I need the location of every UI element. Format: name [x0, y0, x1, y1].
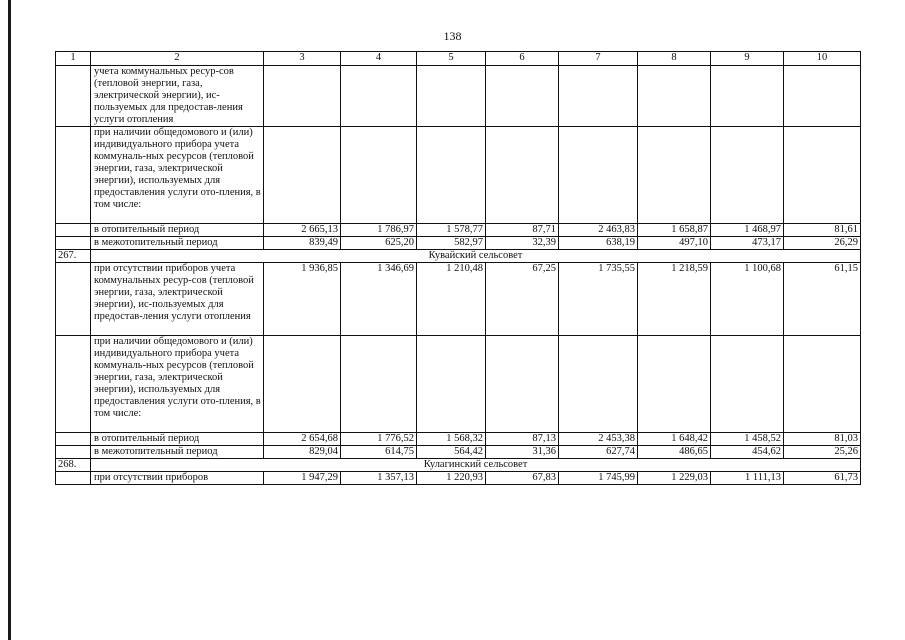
- value-cell: 638,19: [559, 237, 638, 250]
- value-cell: [638, 336, 711, 433]
- description-cell: при наличии общедомового и (или) индивидуального прибора учета коммуналь-ных ресурсов (тепловой энергии, газа, электрической энергии), используемых для предоставления услуги ото-пления, в том числе:: [91, 336, 264, 433]
- value-cell: 1 218,59: [638, 263, 711, 336]
- description-cell: при наличии общедомового и (или) индивидуального прибора учета коммуналь-ных ресурсов (тепловой энергии, газа, электрической энергии), используемых для предоставления услуги ото-пления, в том числе:: [91, 127, 264, 224]
- value-cell: 1 210,48: [417, 263, 486, 336]
- description-cell: при отсутствии приборов учета коммунальных ресур-сов (тепловой энергии, газа, электрической энергии), ис-пользуемых для предостав-ления услуги отопления: [91, 263, 264, 336]
- value-cell: [486, 66, 559, 127]
- table-row: [56, 472, 861, 485]
- table-body: [56, 52, 861, 485]
- row-number-cell: [56, 224, 91, 237]
- value-cell: [638, 66, 711, 127]
- table-row: [56, 263, 861, 336]
- section-name-cell: Кувайский сельсовет: [91, 250, 861, 263]
- value-cell: 26,29: [784, 237, 861, 250]
- description-cell: учета коммунальных ресур-сов (тепловой энергии, газа, электрической энергии), ис-пользуемых для предостав-ления услуги отопления: [91, 66, 264, 127]
- header-cell: 10: [784, 52, 861, 66]
- value-cell: [264, 336, 341, 433]
- header-row: [56, 52, 861, 66]
- section-row: [56, 459, 861, 472]
- value-cell: 1 468,97: [711, 224, 784, 237]
- value-cell: 1 936,85: [264, 263, 341, 336]
- description-cell: в отопительный период: [91, 433, 264, 446]
- row-number-cell: [56, 336, 91, 433]
- value-cell: 1 220,93: [417, 472, 486, 485]
- value-cell: [341, 127, 417, 224]
- value-cell: [417, 336, 486, 433]
- value-cell: 31,36: [486, 446, 559, 459]
- table-row: [56, 224, 861, 237]
- value-cell: 1 947,29: [264, 472, 341, 485]
- table-row: [56, 336, 861, 433]
- value-cell: 625,20: [341, 237, 417, 250]
- value-cell: 61,73: [784, 472, 861, 485]
- row-number-cell: 268.: [56, 459, 91, 472]
- row-number-cell: [56, 433, 91, 446]
- value-cell: 1 458,52: [711, 433, 784, 446]
- value-cell: 2 463,83: [559, 224, 638, 237]
- value-cell: 2 665,13: [264, 224, 341, 237]
- value-cell: 1 100,68: [711, 263, 784, 336]
- header-cell: 2: [91, 52, 264, 66]
- value-cell: 582,97: [417, 237, 486, 250]
- value-cell: 1 346,69: [341, 263, 417, 336]
- value-cell: 1 357,13: [341, 472, 417, 485]
- value-cell: 486,65: [638, 446, 711, 459]
- value-cell: 1 776,52: [341, 433, 417, 446]
- section-name-cell: Кулагинский сельсовет: [91, 459, 861, 472]
- value-cell: 81,61: [784, 224, 861, 237]
- header-cell: 7: [559, 52, 638, 66]
- page-number: 138: [443, 29, 462, 43]
- description-cell: в межотопительный период: [91, 446, 264, 459]
- value-cell: 67,83: [486, 472, 559, 485]
- value-cell: [417, 66, 486, 127]
- tariff-table: [55, 51, 861, 485]
- value-cell: 81,03: [784, 433, 861, 446]
- value-cell: 87,13: [486, 433, 559, 446]
- value-cell: [341, 66, 417, 127]
- value-cell: 839,49: [264, 237, 341, 250]
- value-cell: 1 111,13: [711, 472, 784, 485]
- value-cell: [559, 336, 638, 433]
- value-cell: 627,74: [559, 446, 638, 459]
- page-left-edge: [8, 0, 11, 640]
- value-cell: [264, 66, 341, 127]
- table-row: [56, 446, 861, 459]
- description-cell: при отсутствии приборов: [91, 472, 264, 485]
- value-cell: 1 786,97: [341, 224, 417, 237]
- value-cell: 1 735,55: [559, 263, 638, 336]
- value-cell: 454,62: [711, 446, 784, 459]
- value-cell: 61,15: [784, 263, 861, 336]
- table-row: [56, 433, 861, 446]
- value-cell: 497,10: [638, 237, 711, 250]
- value-cell: 2 453,38: [559, 433, 638, 446]
- value-cell: [559, 66, 638, 127]
- header-cell: 9: [711, 52, 784, 66]
- value-cell: 564,42: [417, 446, 486, 459]
- header-cell: 6: [486, 52, 559, 66]
- section-row: [56, 250, 861, 263]
- header-cell: 3: [264, 52, 341, 66]
- value-cell: [711, 127, 784, 224]
- value-cell: 1 578,77: [417, 224, 486, 237]
- value-cell: [264, 127, 341, 224]
- table-row: [56, 237, 861, 250]
- header-cell: 1: [56, 52, 91, 66]
- value-cell: [486, 127, 559, 224]
- value-cell: 473,17: [711, 237, 784, 250]
- value-cell: [417, 127, 486, 224]
- header-cell: 4: [341, 52, 417, 66]
- header-cell: 8: [638, 52, 711, 66]
- value-cell: [784, 66, 861, 127]
- table-row: [56, 127, 861, 224]
- value-cell: [711, 66, 784, 127]
- value-cell: 829,04: [264, 446, 341, 459]
- row-number-cell: [56, 472, 91, 485]
- row-number-cell: [56, 237, 91, 250]
- value-cell: [486, 336, 559, 433]
- value-cell: 1 745,99: [559, 472, 638, 485]
- value-cell: 614,75: [341, 446, 417, 459]
- value-cell: 1 648,42: [638, 433, 711, 446]
- value-cell: 25,26: [784, 446, 861, 459]
- value-cell: 1 658,87: [638, 224, 711, 237]
- row-number-cell: 267.: [56, 250, 91, 263]
- value-cell: [638, 127, 711, 224]
- description-cell: в отопительный период: [91, 224, 264, 237]
- description-cell: в межотопительный период: [91, 237, 264, 250]
- value-cell: 1 229,03: [638, 472, 711, 485]
- row-number-cell: [56, 263, 91, 336]
- value-cell: 1 568,32: [417, 433, 486, 446]
- value-cell: 32,39: [486, 237, 559, 250]
- value-cell: 67,25: [486, 263, 559, 336]
- row-number-cell: [56, 446, 91, 459]
- row-number-cell: [56, 127, 91, 224]
- value-cell: [784, 127, 861, 224]
- header-cell: 5: [417, 52, 486, 66]
- value-cell: [784, 336, 861, 433]
- value-cell: [559, 127, 638, 224]
- value-cell: 87,71: [486, 224, 559, 237]
- table-row: [56, 66, 861, 127]
- value-cell: [341, 336, 417, 433]
- value-cell: 2 654,68: [264, 433, 341, 446]
- value-cell: [711, 336, 784, 433]
- row-number-cell: [56, 66, 91, 127]
